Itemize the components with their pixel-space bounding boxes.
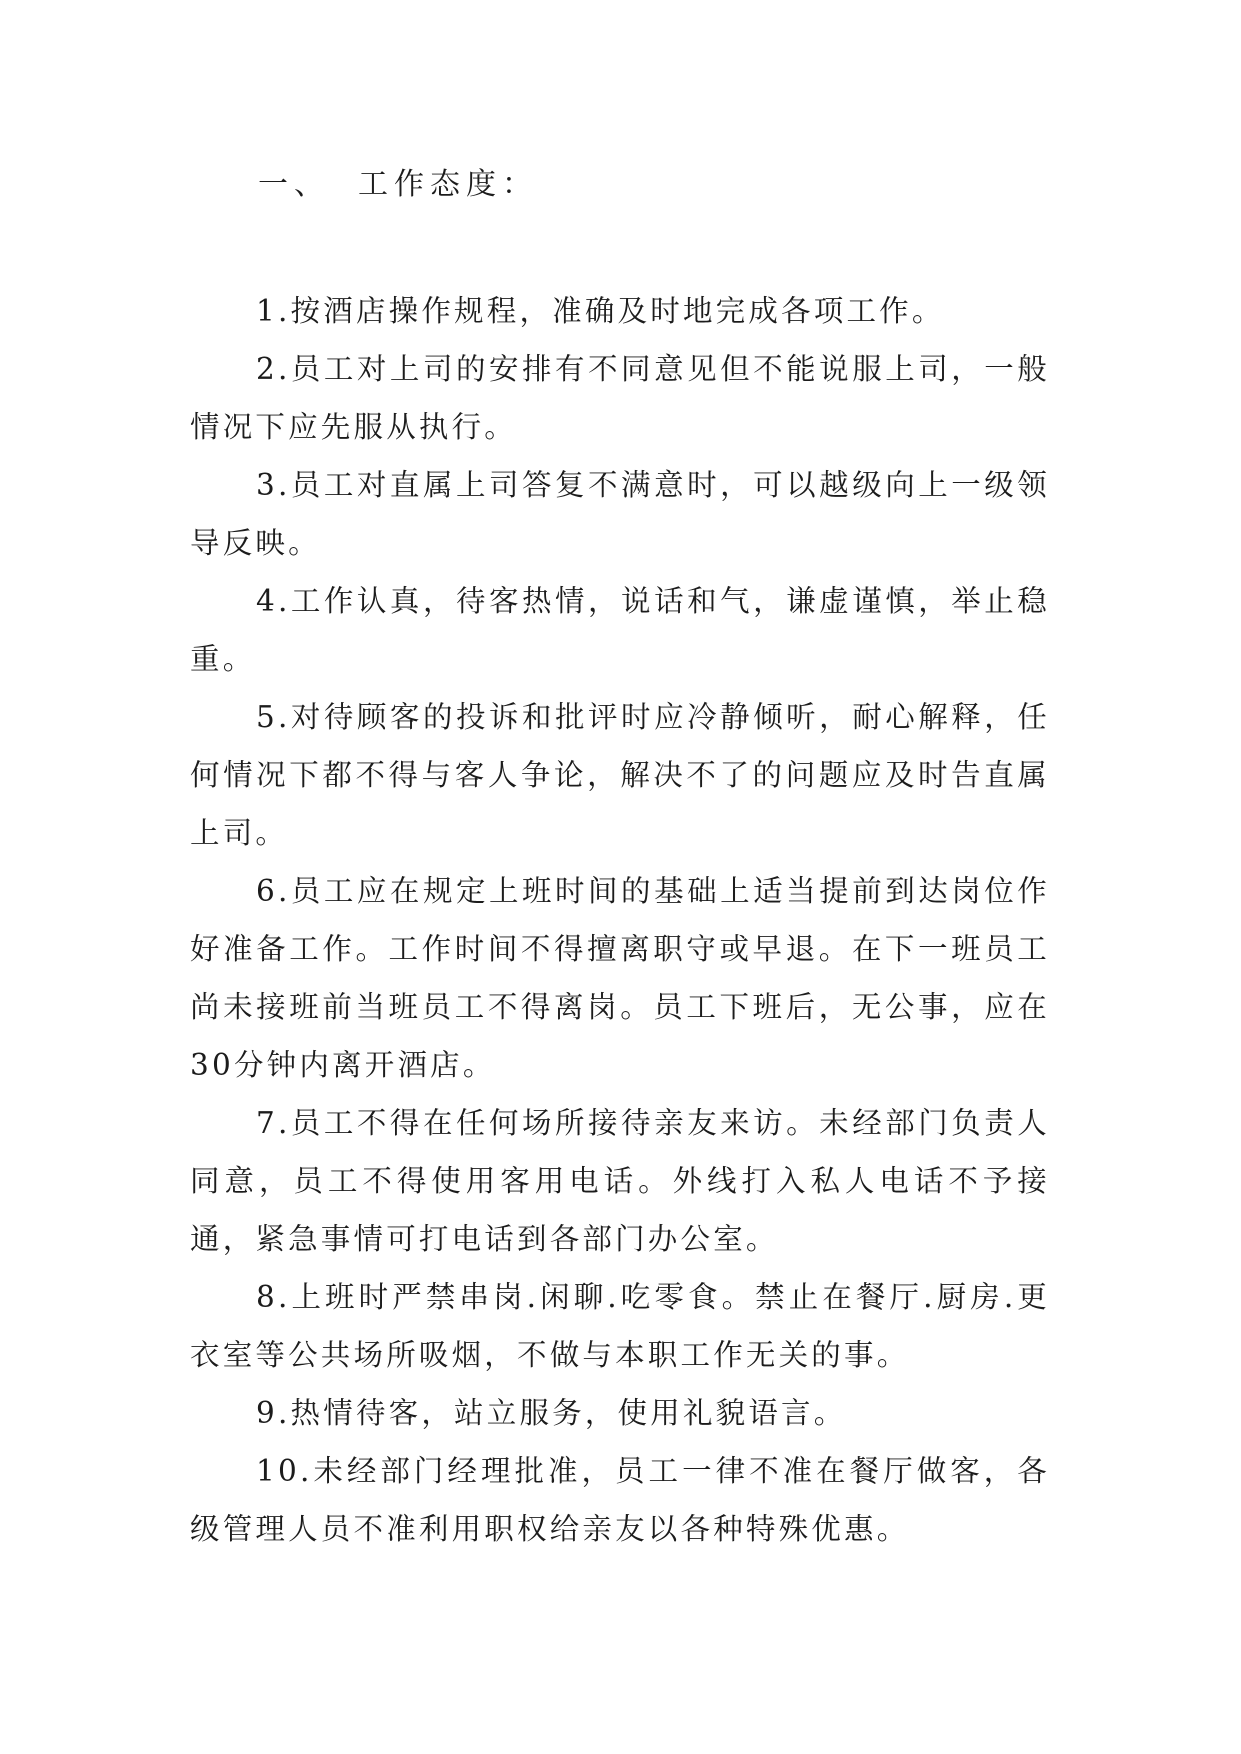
section-number: 一、 (258, 167, 330, 202)
rule-paragraph-9: 9.热情待客，站立服务，使用礼貌语言。 (256, 1396, 847, 1430)
rule-paragraph-3: 3.员工对直属上司答复不满意时，可以越级向上一级领导反映。 (190, 468, 1050, 560)
rule-paragraph-1: 1.按酒店操作规程，准确及时地完成各项工作。 (256, 294, 945, 328)
section-title: 工作态度： (358, 167, 538, 202)
rule-paragraph-6: 6.员工应在规定上班时间的基础上适当提前到达岗位作好准备工作。工作时间不得擅离职守或早退。在下一班员工尚未接班前当班员工不得离岗。员工下班后，无公事，应在30分钟内离开酒店。 (190, 874, 1050, 1082)
rule-paragraph-10: 10.未经部门经理批准，员工一律不准在餐厅做客，各级管理人员不准利用职权给亲友以各种特殊优惠。 (190, 1454, 1050, 1546)
rule-paragraph-2: 2.员工对上司的安排有不同意见但不能说服上司，一般情况下应先服从执行。 (190, 352, 1050, 444)
rule-paragraph-7: 7.员工不得在任何场所接待亲友来访。未经部门负责人同意，员工不得使用客用电话。外线打入私人电话不予接通，紧急事情可打电话到各部门办公室。 (190, 1106, 1050, 1256)
rule-paragraph-4: 4.工作认真，待客热情，说话和气，谦虚谨慎，举止稳重。 (190, 584, 1050, 676)
rule-paragraph-5: 5.对待顾客的投诉和批评时应冷静倾听，耐心解释，任何情况下都不得与客人争论，解决不了的问题应及时告直属上司。 (190, 700, 1050, 850)
rule-paragraph-8: 8.上班时严禁串岗.闲聊.吃零食。禁止在餐厅.厨房.更衣室等公共场所吸烟，不做与本职工作无关的事。 (190, 1280, 1050, 1372)
section-heading (258, 165, 538, 205)
rules-list (190, 282, 1050, 1558)
